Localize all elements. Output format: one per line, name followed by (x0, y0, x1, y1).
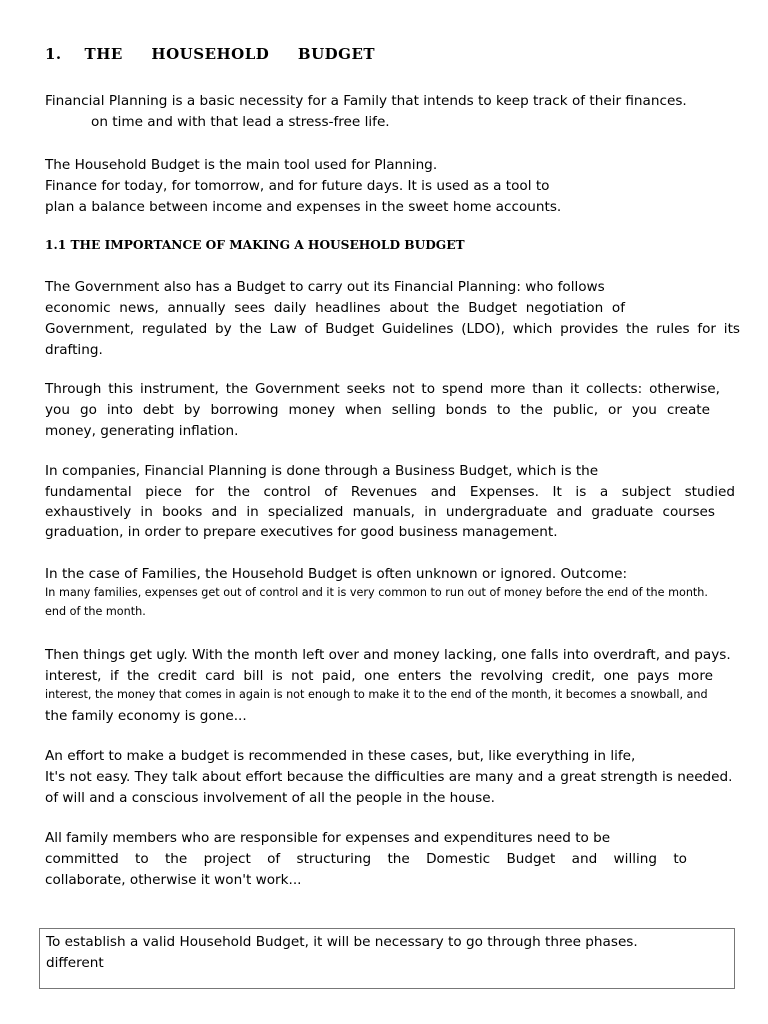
paragraph-line: Then things get ugly. With the month left over and money lacking, one falls into overdraft, and pays. (45, 647, 731, 663)
paragraph-line: you go into debt by borrowing money when selling bonds to the public, or you create (45, 402, 710, 418)
paragraph-line: In many families, expenses get out of control and it is very common to run out of money before the end of the month. (45, 586, 708, 599)
paragraph-line: collaborate, otherwise it won't work... (45, 872, 302, 888)
paragraph-line: fundamental piece for the control of Revenues and Expenses. It is a subject studied (45, 484, 735, 500)
paragraph-line: In the case of Families, the Household Budget is often unknown or ignored. Outcome: (45, 566, 628, 582)
paragraph-line: the family economy is gone... (45, 708, 247, 724)
paragraph-line: An effort to make a budget is recommended in these cases, but, like everything in life, (45, 748, 636, 764)
paragraph-line: money, generating inflation. (45, 423, 239, 439)
paragraph-line: interest, if the credit card bill is not paid, one enters the revolving credit, one pays more (45, 668, 713, 684)
paragraph-line: Through this instrument, the Government seeks not to spend more than it collects: otherwise, (45, 381, 720, 397)
callout-line: To establish a valid Household Budget, it will be necessary to go through three phases. (46, 934, 638, 950)
paragraph-line: on time and with that lead a stress-free life. (91, 114, 390, 130)
paragraph-line: end of the month. (45, 605, 146, 618)
paragraph-line: Financial Planning is a basic necessity for a Family that intends to keep track of their finances. (45, 93, 687, 109)
paragraph-line: interest, the money that comes in again is not enough to make it to the end of the month, it becomes a snowball, and (45, 688, 708, 701)
paragraph-line: The Government also has a Budget to carry out its Financial Planning: who follows (45, 279, 605, 295)
paragraph-line: Finance for today, for tomorrow, and for future days. It is used as a tool to (45, 178, 550, 194)
paragraph-line: drafting. (45, 342, 103, 358)
paragraph-line: The Household Budget is the main tool used for Planning. (45, 157, 438, 173)
paragraph-line: plan a balance between income and expenses in the sweet home accounts. (45, 199, 562, 215)
paragraph-line: graduation, in order to prepare executives for good business management. (45, 524, 558, 540)
paragraph-line: exhaustively in books and in specialized manuals, in undergraduate and graduate courses (45, 504, 715, 520)
subsection-heading: 1.1 THE IMPORTANCE OF MAKING A HOUSEHOLD BUDGET (45, 238, 465, 252)
paragraph-line: of will and a conscious involvement of all the people in the house. (45, 790, 495, 806)
callout-box (39, 928, 735, 989)
paragraph-line: Government, regulated by the Law of Budget Guidelines (LDO), which provides the rules for its (45, 321, 740, 337)
paragraph-line: In companies, Financial Planning is done through a Business Budget, which is the (45, 463, 599, 479)
section-heading: 1. THE HOUSEHOLD BUDGET (45, 45, 376, 63)
paragraph-line: All family members who are responsible for expenses and expenditures need to be (45, 830, 611, 846)
paragraph-line: economic news, annually sees daily headlines about the Budget negotiation of (45, 300, 625, 316)
paragraph-line: It's not easy. They talk about effort because the difficulties are many and a great strength is needed. (45, 769, 733, 785)
callout-line: different (46, 955, 104, 971)
paragraph-line: committed to the project of structuring the Domestic Budget and willing to (45, 851, 687, 867)
